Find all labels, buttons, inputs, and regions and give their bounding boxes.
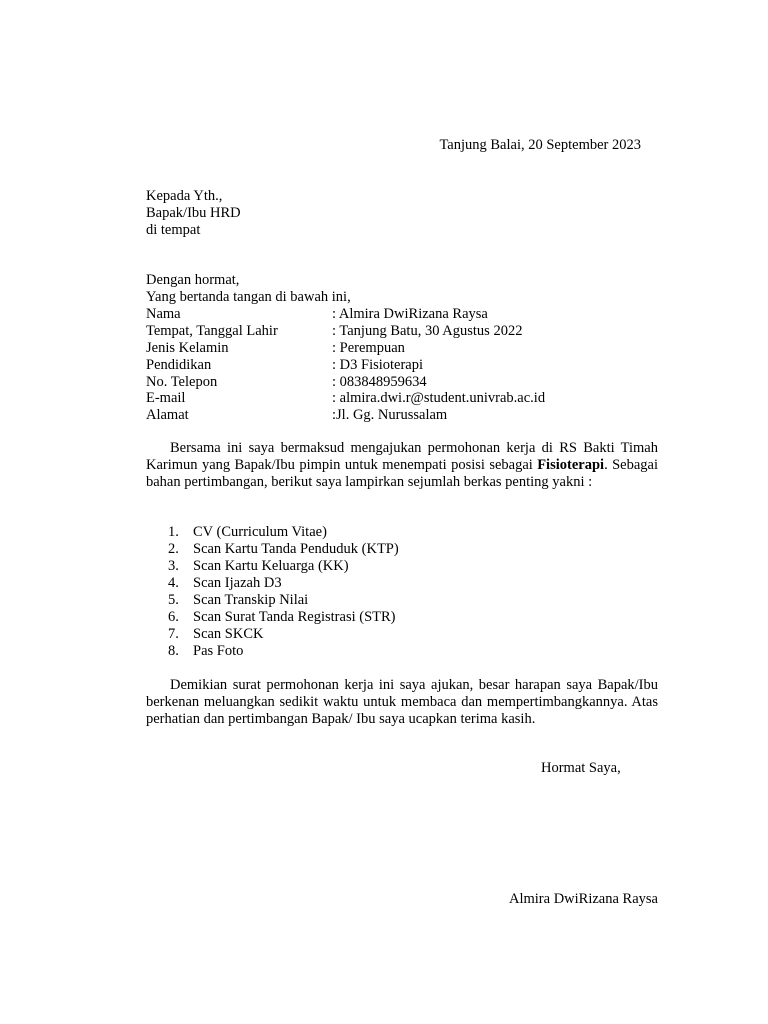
intro-block: [146, 272, 351, 306]
field-label: Jenis Kelamin: [146, 340, 229, 356]
body-text-1a: Bersama ini saya bermaksud mengajukan permohonan kerja di RS Bakti Timah Karimun yang Bapak/Ibu pimpin untuk menempati posisi sebagai: [146, 440, 658, 473]
field-label: No. Telepon: [146, 374, 218, 390]
field-value: : almira.dwi.r@student.univrab.ac.id: [332, 390, 546, 406]
recipient-block: [146, 188, 241, 239]
recipient-line-3: di tempat: [146, 222, 201, 238]
body-paragraph-2: [146, 677, 658, 728]
field-label: Nama: [146, 306, 181, 322]
closing: Hormat Saya,: [541, 760, 621, 776]
field-label: Pendidikan: [146, 357, 212, 373]
field-value: : Tanjung Batu, 30 Agustus 2022: [332, 323, 523, 339]
recipient-line-2: Bapak/Ibu HRD: [146, 205, 241, 221]
signer-name: Almira DwiRizana Raysa: [509, 891, 658, 907]
greeting: Dengan hormat,: [146, 272, 240, 288]
field-value: :Jl. Gg. Nurussalam: [332, 407, 448, 423]
field-label: Alamat: [146, 407, 189, 423]
body-text-1b: . Sebagai bahan pertimbangan, berikut saya lampirkan sejumlah berkas penting yakni :: [146, 457, 658, 490]
body-paragraph-1: [146, 440, 658, 491]
field-value: : D3 Fisioterapi: [332, 357, 424, 373]
field-label: Tempat, Tanggal Lahir: [146, 323, 278, 339]
letter-date: Tanjung Balai, 20 September 2023: [439, 137, 641, 153]
body-text-2: Demikian surat permohonan kerja ini saya ajukan, besar harapan saya Bapak/Ibu berkenan meluangkan sedikit waktu untuk membaca dan mempertimbangkannya. Atas perhatian dan pertimbangan Bapak/ Ibu saya ucapkan terima kasih.: [146, 677, 658, 727]
field-value: : 083848959634: [332, 374, 427, 390]
intro-line: Yang bertanda tangan di bawah ini,: [146, 289, 351, 305]
position-name: Fisioterapi: [537, 457, 605, 473]
field-label: E-mail: [146, 390, 186, 406]
recipient-line-1: Kepada Yth.,: [146, 188, 223, 204]
field-value: : Perempuan: [332, 340, 405, 356]
field-value: : Almira DwiRizana Raysa: [332, 306, 488, 322]
